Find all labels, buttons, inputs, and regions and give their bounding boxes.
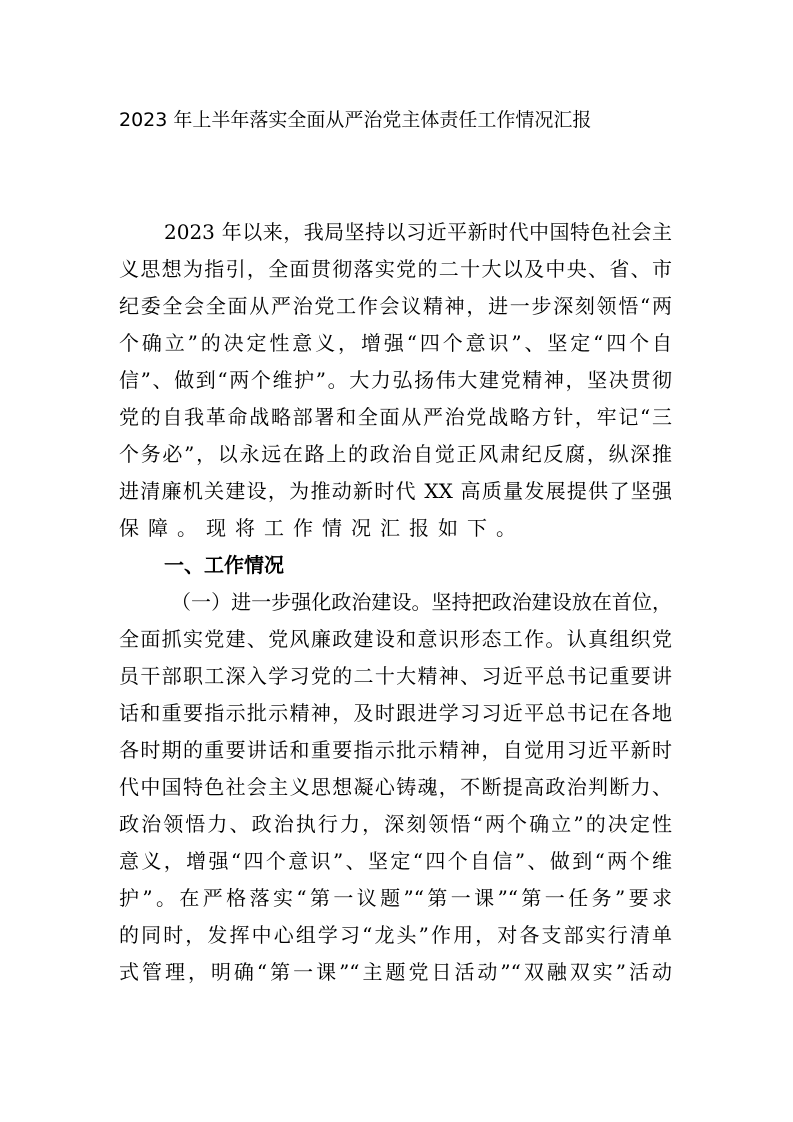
section-line: 员干部职工深入学习党的二十大精神、习近平总书记重要讲 xyxy=(119,664,672,688)
intro-line: 信”、做到“两个维护”。大力弘扬伟大建党精神，坚决贯彻 xyxy=(119,368,672,392)
intro-paragraph xyxy=(119,214,672,991)
section-line: 各时期的重要讲话和重要指示批示精神，自觉用习近平新时 xyxy=(119,738,672,762)
section-line: 话和重要指示批示精神，及时跟进学习习近平总书记在各地 xyxy=(119,701,672,725)
document-title: 2023 年上半年落实全面从严治党主体责任工作情况汇报 xyxy=(119,109,592,131)
intro-line: 纪委全会全面从严治党工作会议精神，进一步深刻领悟“两 xyxy=(119,294,672,318)
intro-line: 党的自我革命战略部署和全面从严治党战略方针，牢记“三 xyxy=(119,405,672,429)
intro-line: 保障。现将工作情况汇报如下。 xyxy=(119,516,525,540)
section-line: 政治领悟力、政治执行力，深刻领悟“两个确立”的决定性 xyxy=(119,812,672,836)
section-line: 意义，增强“四个意识”、坚定“四个自信”、做到“两个维 xyxy=(119,849,672,873)
section-line: 护”。在严格落实“第一议题”“第一课”“第一任务”要求 xyxy=(119,886,672,910)
intro-line: 个确立”的决定性意义，增强“四个意识”、坚定“四个自 xyxy=(119,331,672,355)
intro-line: 义思想为指引，全面贯彻落实党的二十大以及中央、省、市 xyxy=(119,257,672,281)
intro-line: 2023 年以来，我局坚持以习近平新时代中国特色社会主 xyxy=(164,220,672,244)
section-line: 全面抓实党建、党风廉政建设和意识形态工作。认真组织党 xyxy=(119,627,672,651)
section-line: （一）进一步强化政治建设。坚持把政治建设放在首位， xyxy=(171,590,672,614)
section-line: 式管理，明确“第一课”“主题党日活动”“双融双实”活动 xyxy=(119,960,672,984)
section-heading: 一、工作情况 xyxy=(164,553,284,577)
section-line: 代中国特色社会主义思想凝心铸魂，不断提高政治判断力、 xyxy=(119,775,672,799)
section-line: 的同时，发挥中心组学习“龙头”作用，对各支部实行清单 xyxy=(119,923,672,947)
intro-line: 个务必”，以永远在路上的政治自觉正风肃纪反腐，纵深推 xyxy=(119,442,672,466)
intro-line: 进清廉机关建设，为推动新时代 XX 高质量发展提供了坚强 xyxy=(119,479,672,503)
